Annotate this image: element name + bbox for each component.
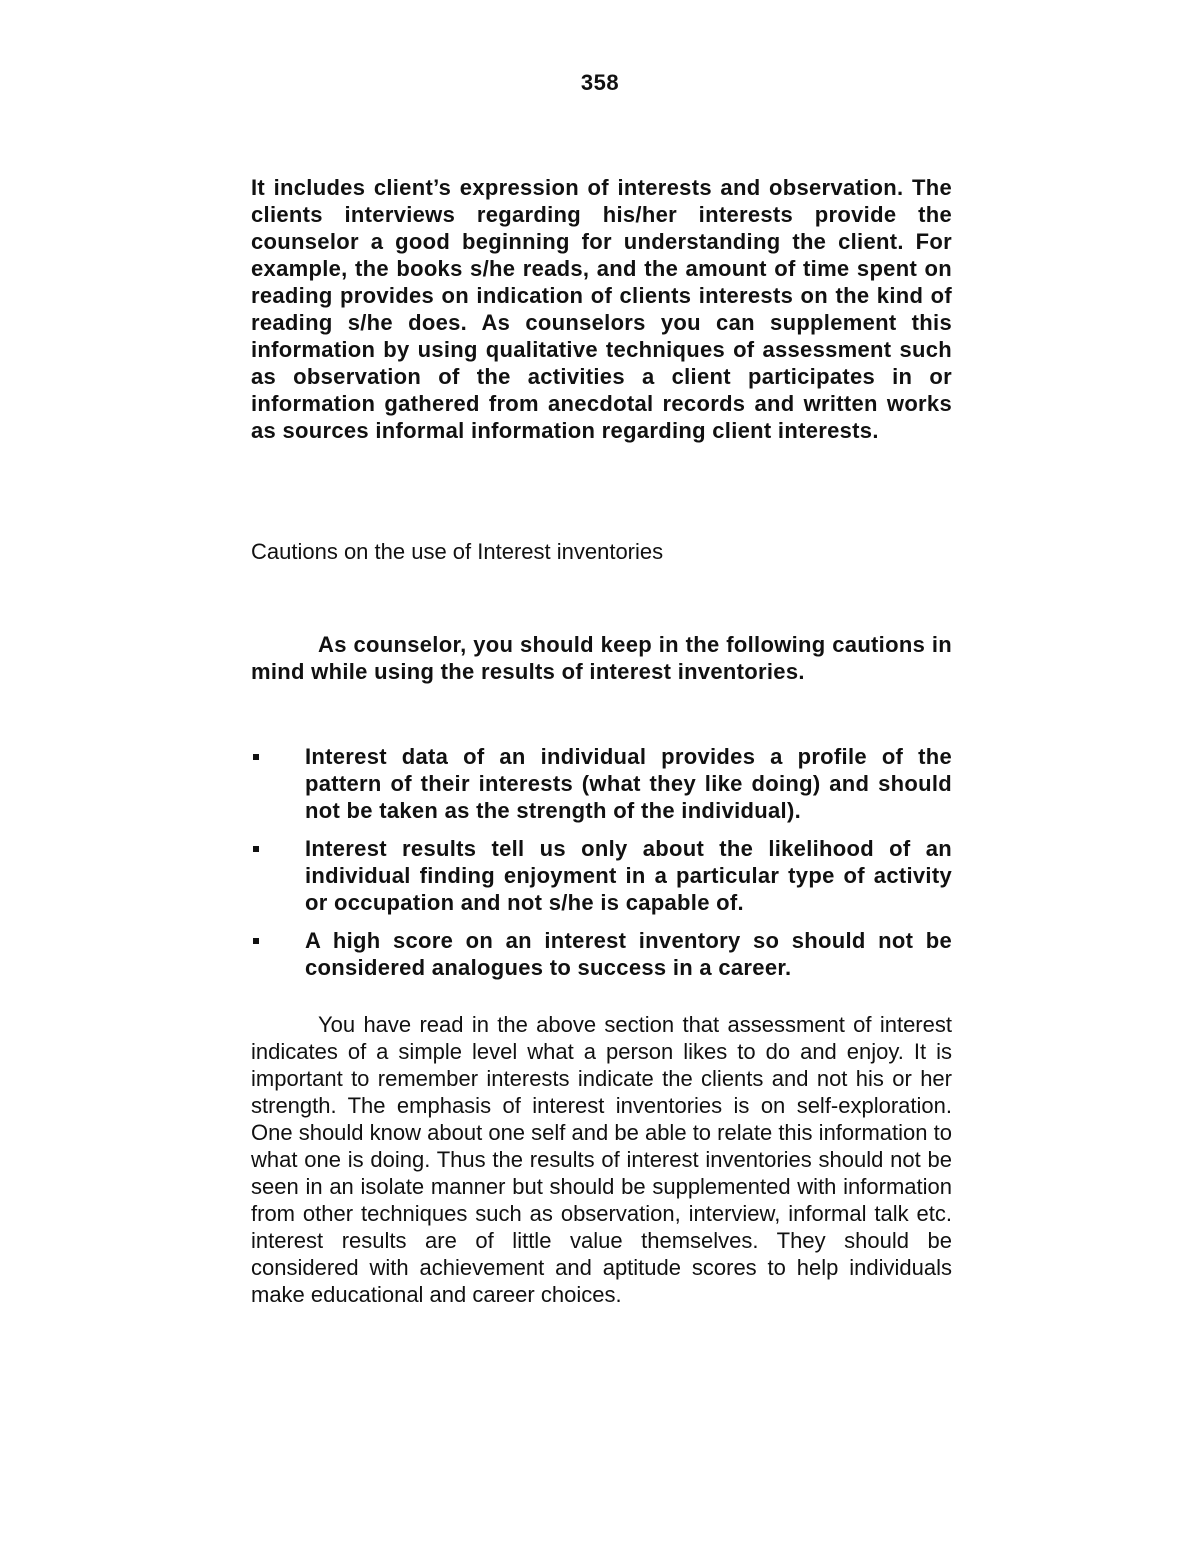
list-item-text: A high score on an interest inventory so should not be considered analogues to success in a career. bbox=[305, 928, 952, 980]
list-item bbox=[251, 743, 952, 824]
list-item bbox=[251, 927, 952, 981]
list-item-text: Interest data of an individual provides a profile of the pattern of their interests (what they like doing) and should not be taken as the strength of the individual). bbox=[305, 744, 952, 823]
section-heading: Cautions on the use of Interest inventories bbox=[251, 539, 664, 564]
intro-paragraph: It includes client’s expression of interests and observation. The clients interviews regarding his/her interests provide the counselor a good beginning for understanding the client. For example, the books s/he reads, and the amount of time spent on reading provides on indication of clients interests on the kind of reading s/he does. As counselors you can supplement this information by using qualitative techniques of assessment such as observation of the activities a client participates in or information gathered from anecdotal records and written works as sources informal information regarding client interests. bbox=[251, 175, 952, 443]
page-number: 358 bbox=[580, 70, 620, 95]
list-item bbox=[251, 835, 952, 916]
square-bullet-icon bbox=[253, 846, 259, 852]
square-bullet-icon bbox=[253, 754, 259, 760]
cautions-intro-paragraph: As counselor, you should keep in the following cautions in mind while using the results of interest inventories. bbox=[251, 632, 952, 684]
conclusion-paragraph: You have read in the above section that assessment of interest indicates of a simple level what a person likes to do and enjoy. It is important to remember interests indicate the clients and not his or her strength. The emphasis of interest inventories is on self-exploration. One should know about one self and be able to relate this information to what one is doing. Thus the results of interest inventories should not be seen in an isolate manner but should be supplemented with information from other techniques such as observation, interview, informal talk etc. interest results are of little value themselves. They should be considered with achievement and aptitude scores to help individuals make educational and career choices. bbox=[251, 1012, 952, 1307]
list-item-text: Interest results tell us only about the likelihood of an individual finding enjoyment in a particular type of activity or occupation and not s/he is capable of. bbox=[305, 836, 952, 915]
square-bullet-icon bbox=[253, 938, 259, 944]
cautions-list bbox=[251, 743, 952, 992]
